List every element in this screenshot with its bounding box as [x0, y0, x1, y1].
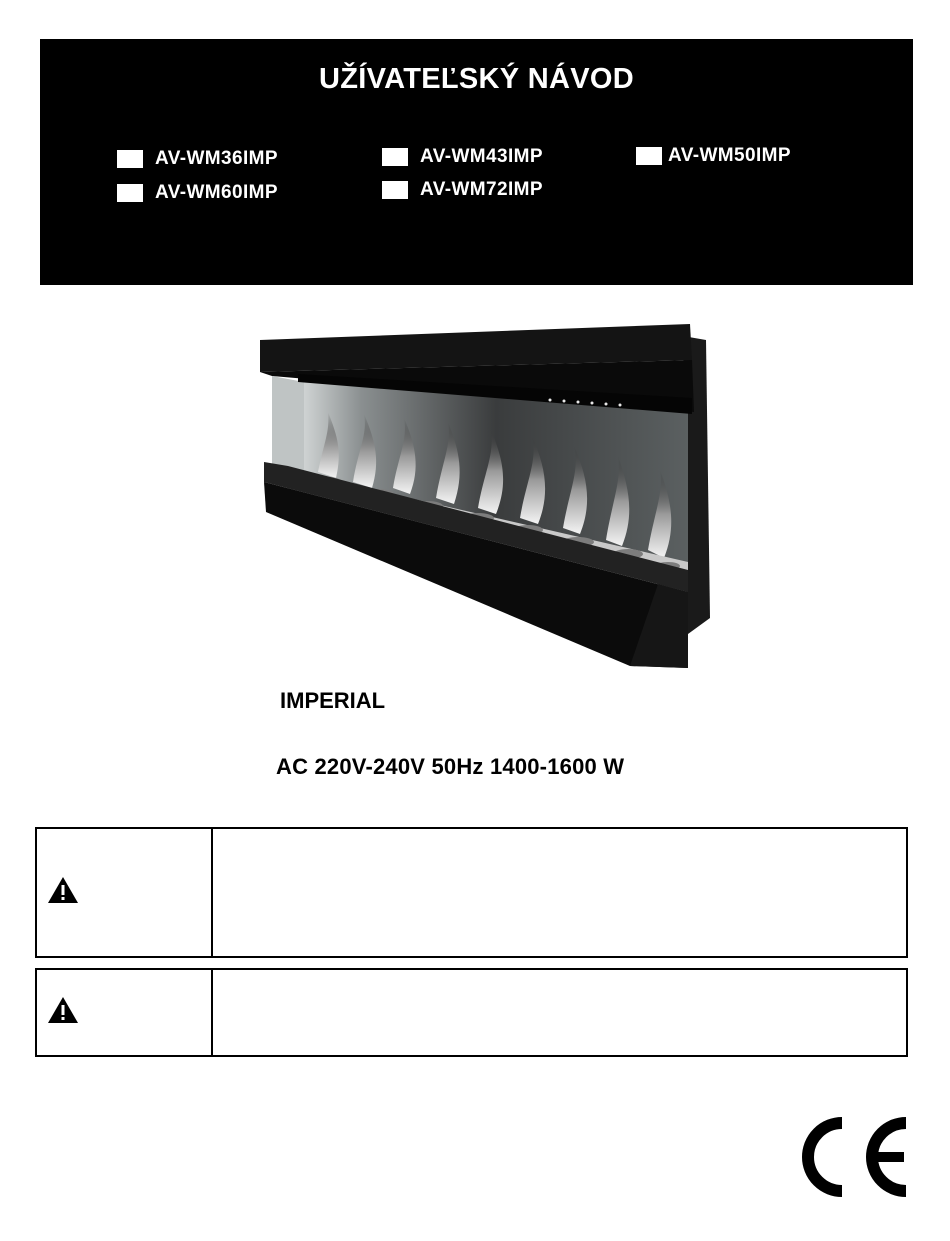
model-label: AV-WM60IMP: [155, 182, 278, 203]
product-series: IMPERIAL: [280, 688, 386, 713]
warning-divider: [211, 829, 213, 956]
electric-fireplace-photo: [258, 322, 714, 668]
ce-mark: [798, 1113, 910, 1201]
header-banner: [40, 39, 913, 285]
warning-box-2: [35, 968, 908, 1057]
model-checkbox[interactable]: [382, 148, 408, 166]
model-label: AV-WM43IMP: [420, 146, 543, 167]
warning-triangle-icon: [47, 996, 79, 1024]
model-checkbox[interactable]: [382, 181, 408, 199]
model-label: AV-WM72IMP: [420, 179, 543, 200]
model-option-60[interactable]: [117, 182, 278, 204]
model-checkbox[interactable]: [117, 150, 143, 168]
power-specification: AC 220V-240V 50Hz 1400-1600 W: [276, 754, 625, 779]
model-option-36[interactable]: [117, 148, 278, 170]
warning-divider: [211, 970, 213, 1055]
model-checkbox[interactable]: [117, 184, 143, 202]
warning-box-1: [35, 827, 908, 958]
warning-triangle-icon: [47, 876, 79, 904]
manual-title: UŽÍVATEĽSKÝ NÁVOD: [319, 63, 634, 95]
model-option-43[interactable]: [382, 146, 543, 168]
model-label: AV-WM36IMP: [155, 148, 278, 169]
model-label: AV-WM50IMP: [668, 145, 791, 166]
model-checkbox[interactable]: [636, 147, 662, 165]
model-option-72[interactable]: [382, 179, 543, 201]
model-option-50[interactable]: [636, 145, 791, 167]
